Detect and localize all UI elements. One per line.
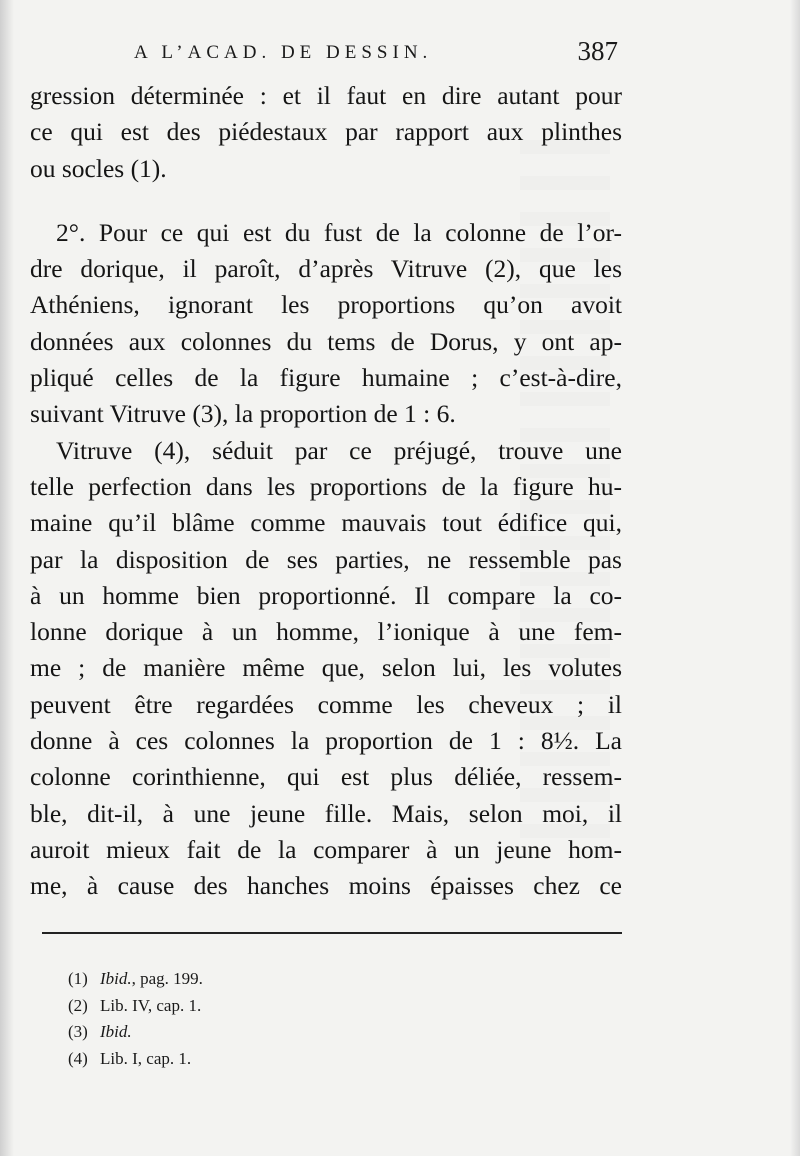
text-line: maine qu’il blâme comme mauvais tout édifice qui, bbox=[30, 508, 622, 538]
text-line: dre dorique, il paroît, d’après Vitruve (2), que les bbox=[30, 254, 622, 284]
text-line: auroit mieux fait de la comparer à un jeune hom- bbox=[30, 834, 622, 864]
page-shadow-right bbox=[790, 0, 800, 1156]
footnote-italic: Ibid. bbox=[100, 969, 132, 988]
page-number: 387 bbox=[577, 36, 618, 66]
text-line: pliqué celles de la figure humaine ; c’est-à-dire, bbox=[30, 363, 622, 393]
text-line: ou socles (1). bbox=[30, 153, 167, 183]
text-line: Athéniens, ignorant les proportions qu’on avoit bbox=[30, 290, 622, 320]
text-line: Vitruve (4), séduit par ce préjugé, trouve une bbox=[56, 435, 622, 465]
footnote-text: , pag. 199. bbox=[131, 969, 203, 988]
footnote-1 bbox=[68, 966, 568, 993]
body-text bbox=[30, 78, 622, 905]
footnote-3 bbox=[68, 1019, 568, 1046]
text-line: données aux colonnes du tems de Dorus, y ont ap- bbox=[30, 326, 622, 356]
text-line: peuvent être regardées comme les cheveux ; il bbox=[30, 689, 622, 719]
paragraph-gap bbox=[30, 187, 622, 215]
text-line: par la disposition de ses parties, ne ressemble pas bbox=[30, 544, 622, 574]
text-line: ble, dit-il, à une jeune fille. Mais, selon moi, il bbox=[30, 798, 622, 828]
footnote-text: Lib. I, cap. 1. bbox=[100, 1048, 192, 1068]
footnote-4 bbox=[68, 1046, 568, 1073]
page-shadow-left bbox=[0, 0, 14, 1156]
text-line: gression déterminée : et il faut en dire autant pour bbox=[30, 81, 622, 110]
footnote-2 bbox=[68, 993, 568, 1020]
footnote-number: (2) bbox=[68, 995, 88, 1015]
text-line: 2°. Pour ce qui est du fust de la colonne de l’or- bbox=[56, 217, 622, 247]
footnote-rule bbox=[42, 932, 622, 934]
footnote-text: Lib. IV, cap. 1. bbox=[100, 995, 202, 1015]
text-line: ce qui est des piédestaux par rapport aux plinthes bbox=[30, 117, 622, 147]
text-line: lonne dorique à un homme, l’ionique à une fem- bbox=[30, 617, 622, 647]
text-line: telle perfection dans les proportions de la figure hu- bbox=[30, 471, 622, 501]
footnote-number: (3) bbox=[68, 1022, 88, 1041]
footnote-italic: Ibid. bbox=[100, 1022, 132, 1041]
text-line: suivant Vitruve (3), la proportion de 1 : 6. bbox=[30, 399, 456, 429]
text-line: à un homme bien proportionné. Il compare la co- bbox=[30, 580, 622, 610]
text-line: colonne corinthienne, qui est plus déliée, ressem- bbox=[30, 762, 622, 792]
footnote-number: (1) bbox=[68, 969, 88, 988]
text-line: me, à cause des hanches moins épaisses chez ce bbox=[30, 871, 622, 901]
running-head: A L’ACAD. DE DESSIN. bbox=[134, 42, 433, 63]
page-header bbox=[120, 36, 620, 76]
text-line: donne à ces colonnes la proportion de 1 : 8½. La bbox=[30, 726, 622, 756]
text-line: me ; de manière même que, selon lui, les volutes bbox=[30, 653, 622, 683]
footnotes bbox=[68, 966, 568, 1072]
footnote-number: (4) bbox=[68, 1048, 88, 1068]
